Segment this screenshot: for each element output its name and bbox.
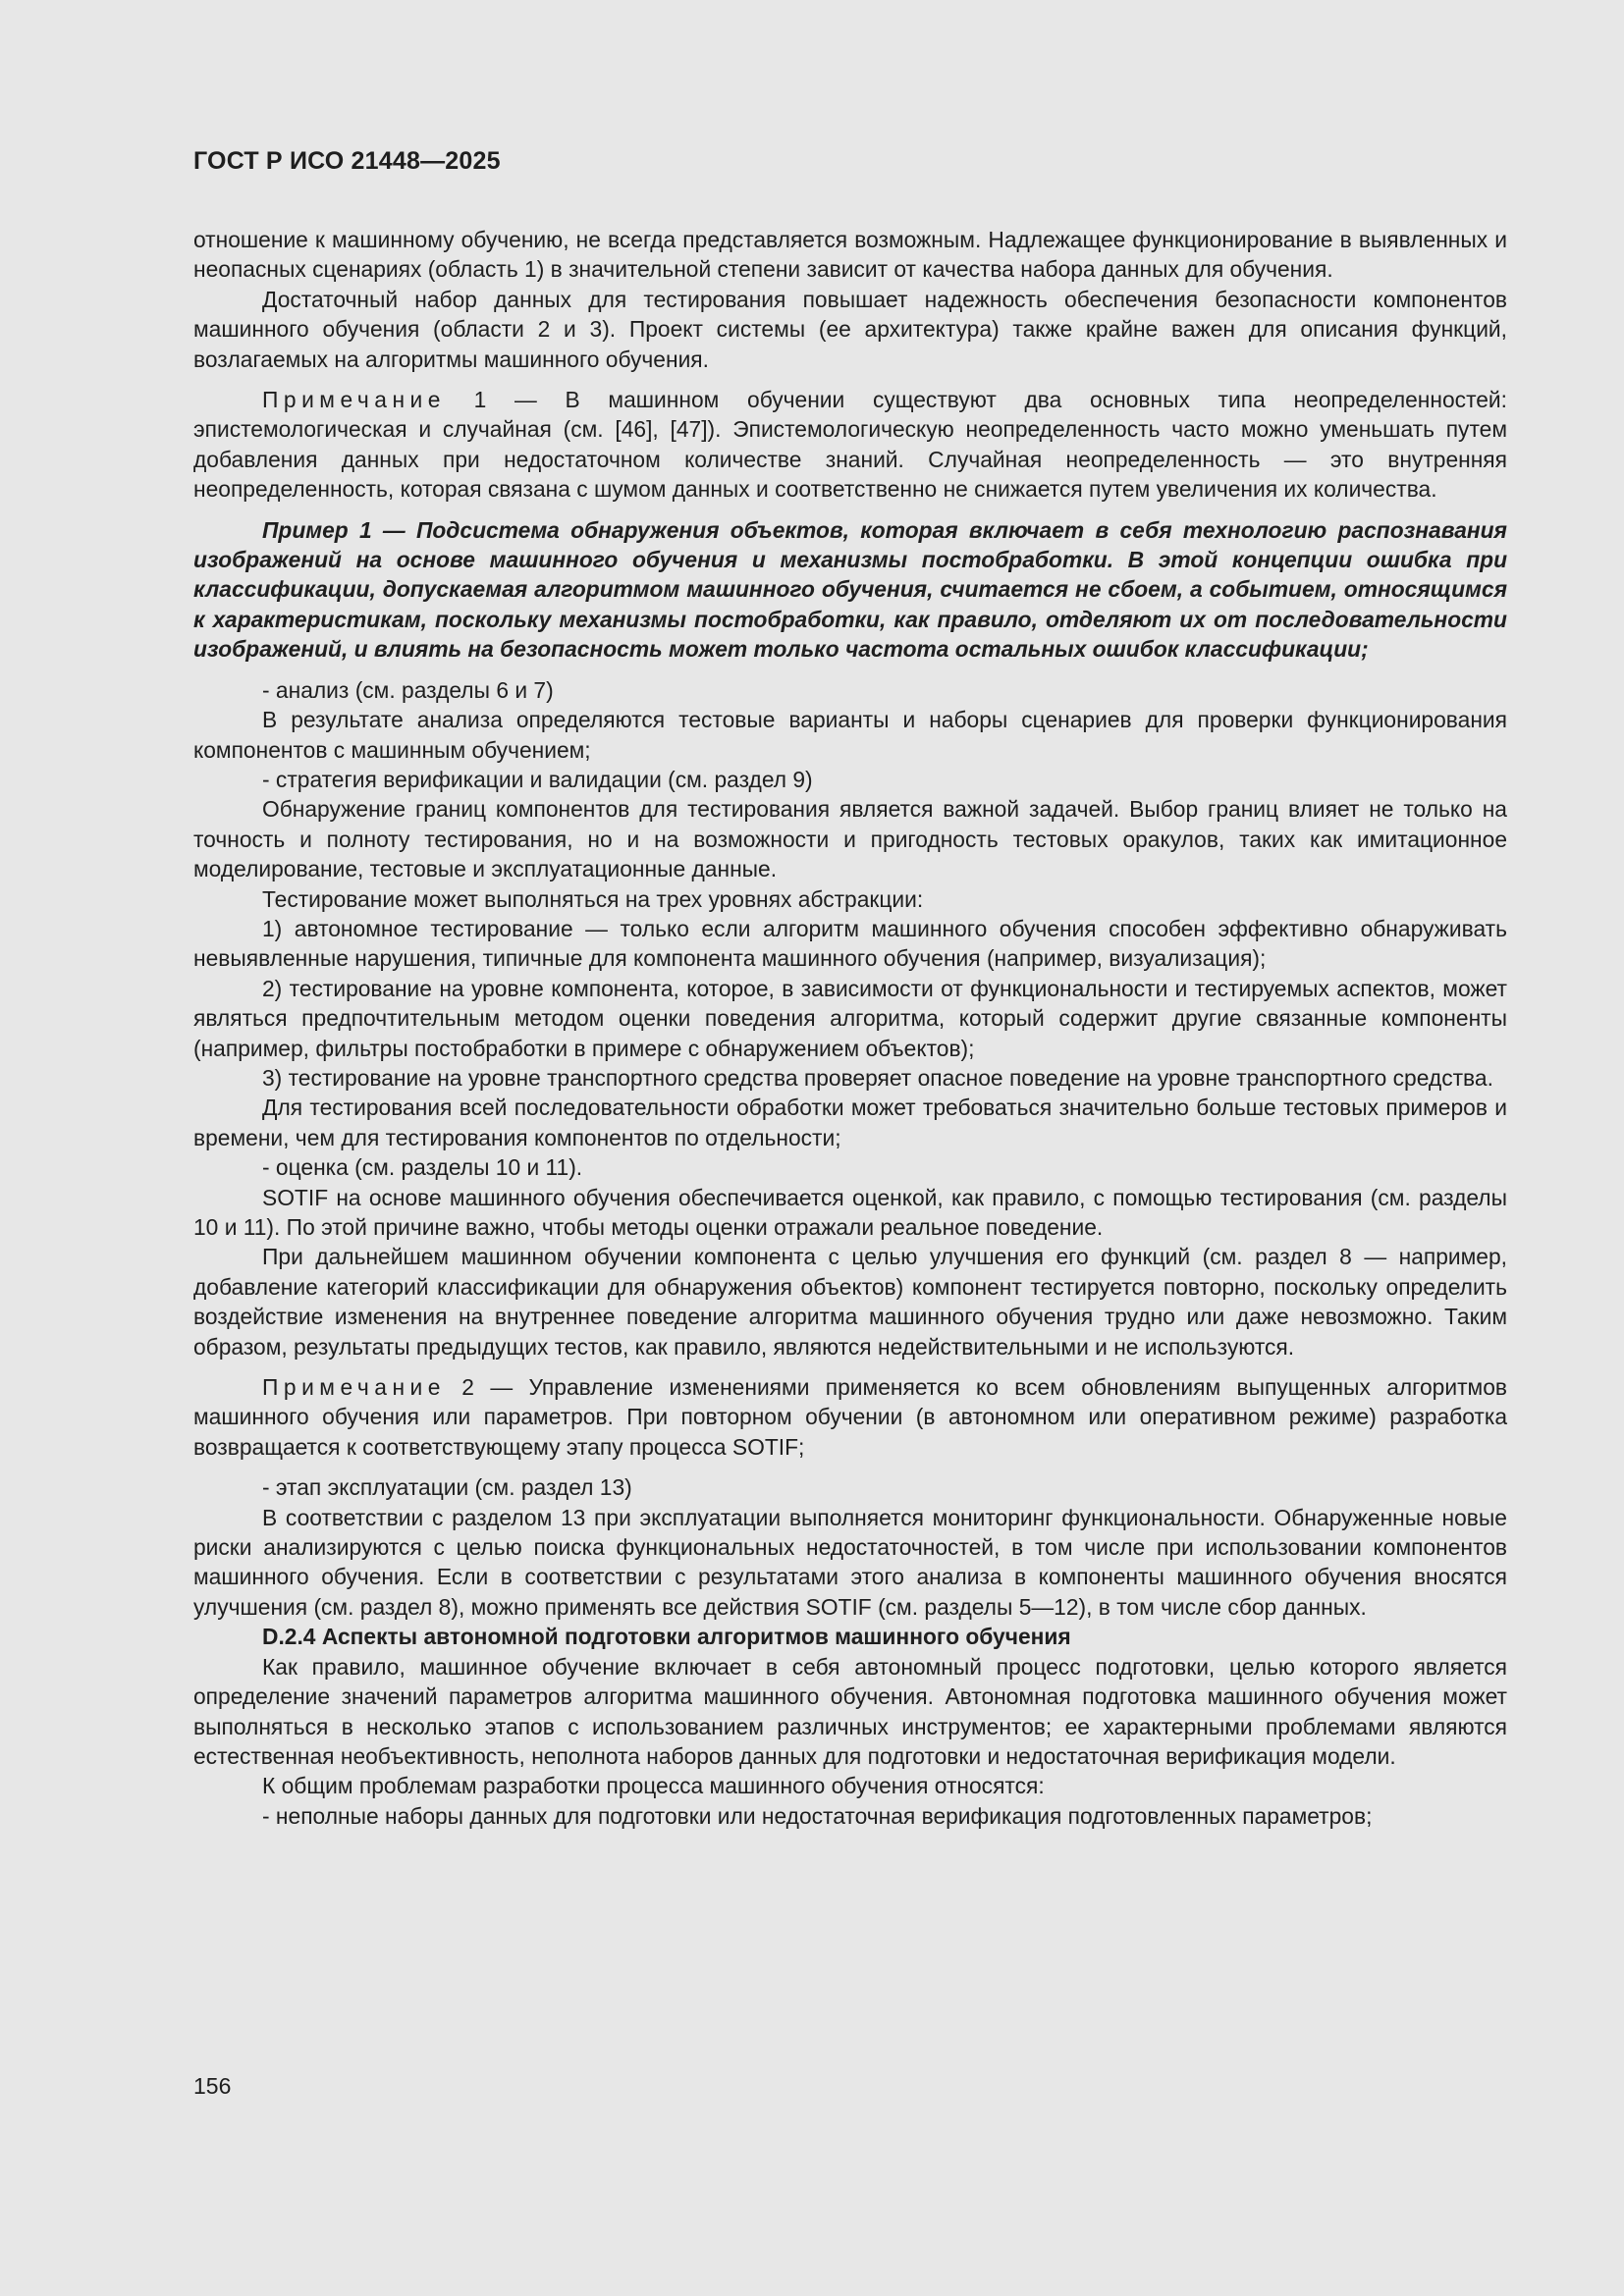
level-item-1: 1) автономное тестирование — только если алгоритм машинного обучения способен эффективно обнаруживать невыявленные нарушения, типичные для компонента машинного обучения (например, визуализация); (193, 915, 1507, 972)
paragraph-analysis-result: В результате анализа определяются тестовые варианты и наборы сценариев для проверки функционирования компонентов с машинным обучением; (193, 707, 1507, 763)
note-label: Примечание (262, 387, 446, 413)
document-body (193, 225, 1507, 1831)
paragraph-continuation: отношение к машинному обучению, не всегда представляется возможным. Надлежащее функционирование в выявленных и неопасных сценариях (область 1) в значительной степени зависит от качества набора данных для обучения. (193, 227, 1507, 283)
paragraph-retraining: При дальнейшем машинном обучении компонента с целью улучшения его функций (см. раздел 8 — например, добавление категорий классификации для обнаружения объектов) компонент тестируется повторно, поскольку определить воздействие изменения на внутреннее поведение алгоритма машинного обучения трудно или даже невозможно. Таким образом, результаты предыдущих тестов, как правило, являются недействительными и не используются. (193, 1244, 1507, 1360)
paragraph-boundaries: Обнаружение границ компонентов для тестирования является важной задачей. Выбор границ влияет не только на точность и полноту тестирования, но и на возможности и пригодность тестовых оракулов, таких как имитационное моделирование, тестовые и эксплуатационные данные. (193, 796, 1507, 882)
note-label: Примечание (262, 1374, 446, 1401)
note-1 (193, 385, 1507, 505)
page-number: 156 (193, 2073, 232, 2099)
level-item-2: 2) тестирование на уровне компонента, которое, в зависимости от функциональности и тестируемых аспектов, может являться предпочтительным методом оценки поведения алгоритма, который содержит другие связанные компоненты (например, фильтры постобработки в примере с обнаружением объектов); (193, 975, 1507, 1061)
section-heading: D.2.4 Аспекты автономной подготовки алгоритмов машинного обучения (262, 1624, 1071, 1650)
paragraph-offline-training: Как правило, машинное обучение включает в себя автономный процесс подготовки, целью которого является определение значений параметров алгоритма машинного обучения. Автономная подготовка машинного обучения может выполняться в несколько этапов с использованием различных инструментов; ее характерными проблемами являются естественная необъективность, неполнота наборов данных для подготовки и недостаточная верификация модели. (193, 1653, 1507, 1769)
paragraph-full-pipeline: Для тестирования всей последовательности обработки может требоваться значительно больше тестовых примеров и времени, чем для тестирования компонентов по отдельности; (193, 1095, 1507, 1150)
list-item-strategy: - стратегия верификации и валидации (см. раздел 9) (262, 766, 813, 792)
document-header: ГОСТ Р ИСО 21448—2025 (193, 147, 501, 175)
list-item-incomplete-datasets: - неполные наборы данных для подготовки или недостаточная верификация подготовленных параметров; (262, 1802, 1373, 1829)
list-item-analysis: - анализ (см. разделы 6 и 7) (262, 676, 554, 703)
example-1: Пример 1 — Подсистема обнаружения объектов, которая включает в себя технологию распознавания изображений на основе машинного обучения и механизмы постобработки. В этой концепции ошибка при классификации, допускаемая алгоритмом машинного обучения, считается не сбоем, а событием, относящимся к характеристикам, поскольку механизмы постобработки, как правило, отделяют их от последовательности изображений, и влиять на безопасность может только частота остальных ошибок классификации; (193, 516, 1507, 663)
paragraph-abstraction-levels: Тестирование может выполняться на трех уровнях абстракции: (262, 885, 924, 912)
level-item-3: 3) тестирование на уровне транспортного средства проверяет опасное поведение на уровне транспортного средства. (262, 1064, 1493, 1091)
list-item-operation: - этап эксплуатации (см. раздел 13) (262, 1474, 632, 1501)
note-2 (193, 1372, 1507, 1462)
note-text: 1 — В машинном обучении существуют два основных типа неопределенностей: эпистемологическая и случайная (см. [46], [47]). Эпистемологическую неопределенность часто можно уменьшать путем добавления данных при недостаточном количестве знаний. Случайная неопределенность — это внутренняя неопределенность, которая связана с шумом данных и соответственно не снижается путем увеличения их количества. (193, 387, 1507, 503)
paragraph-monitoring: В соответствии с разделом 13 при эксплуатации выполняется мониторинг функциональности. Обнаруженные новые риски анализируются с целью поиска функциональных недостаточностей, в том числе при использовании компонентов машинного обучения. Если в соответствии с результатами этого анализа в компоненты машинного обучения вносятся улучшения (см. раздел 8), можно применять все действия SOTIF (см. разделы 5—12), в том числе сбор данных. (193, 1504, 1507, 1620)
paragraph-common-problems: К общим проблемам разработки процесса машинного обучения относятся: (262, 1773, 1045, 1799)
list-item-evaluation: - оценка (см. разделы 10 и 11). (262, 1154, 583, 1181)
paragraph-sotif-evaluation: SOTIF на основе машинного обучения обеспечивается оценкой, как правило, с помощью тестирования (см. разделы 10 и 11). По этой причине важно, чтобы методы оценки отражали реальное поведение. (193, 1184, 1507, 1240)
note-text: 2 — Управление изменениями применяется ко всем обновлениям выпущенных алгоритмов машинного обучения или параметров. При повторном обучении (в автономном или оперативном режиме) разработка возвращается к соответствующему этапу процесса SOTIF; (193, 1374, 1507, 1460)
paragraph-test-dataset: Достаточный набор данных для тестирования повышает надежность обеспечения безопасности компонентов машинного обучения (области 2 и 3). Проект системы (ее архитектура) также крайне важен для описания функций, возлагаемых на алгоритмы машинного обучения. (193, 286, 1507, 372)
